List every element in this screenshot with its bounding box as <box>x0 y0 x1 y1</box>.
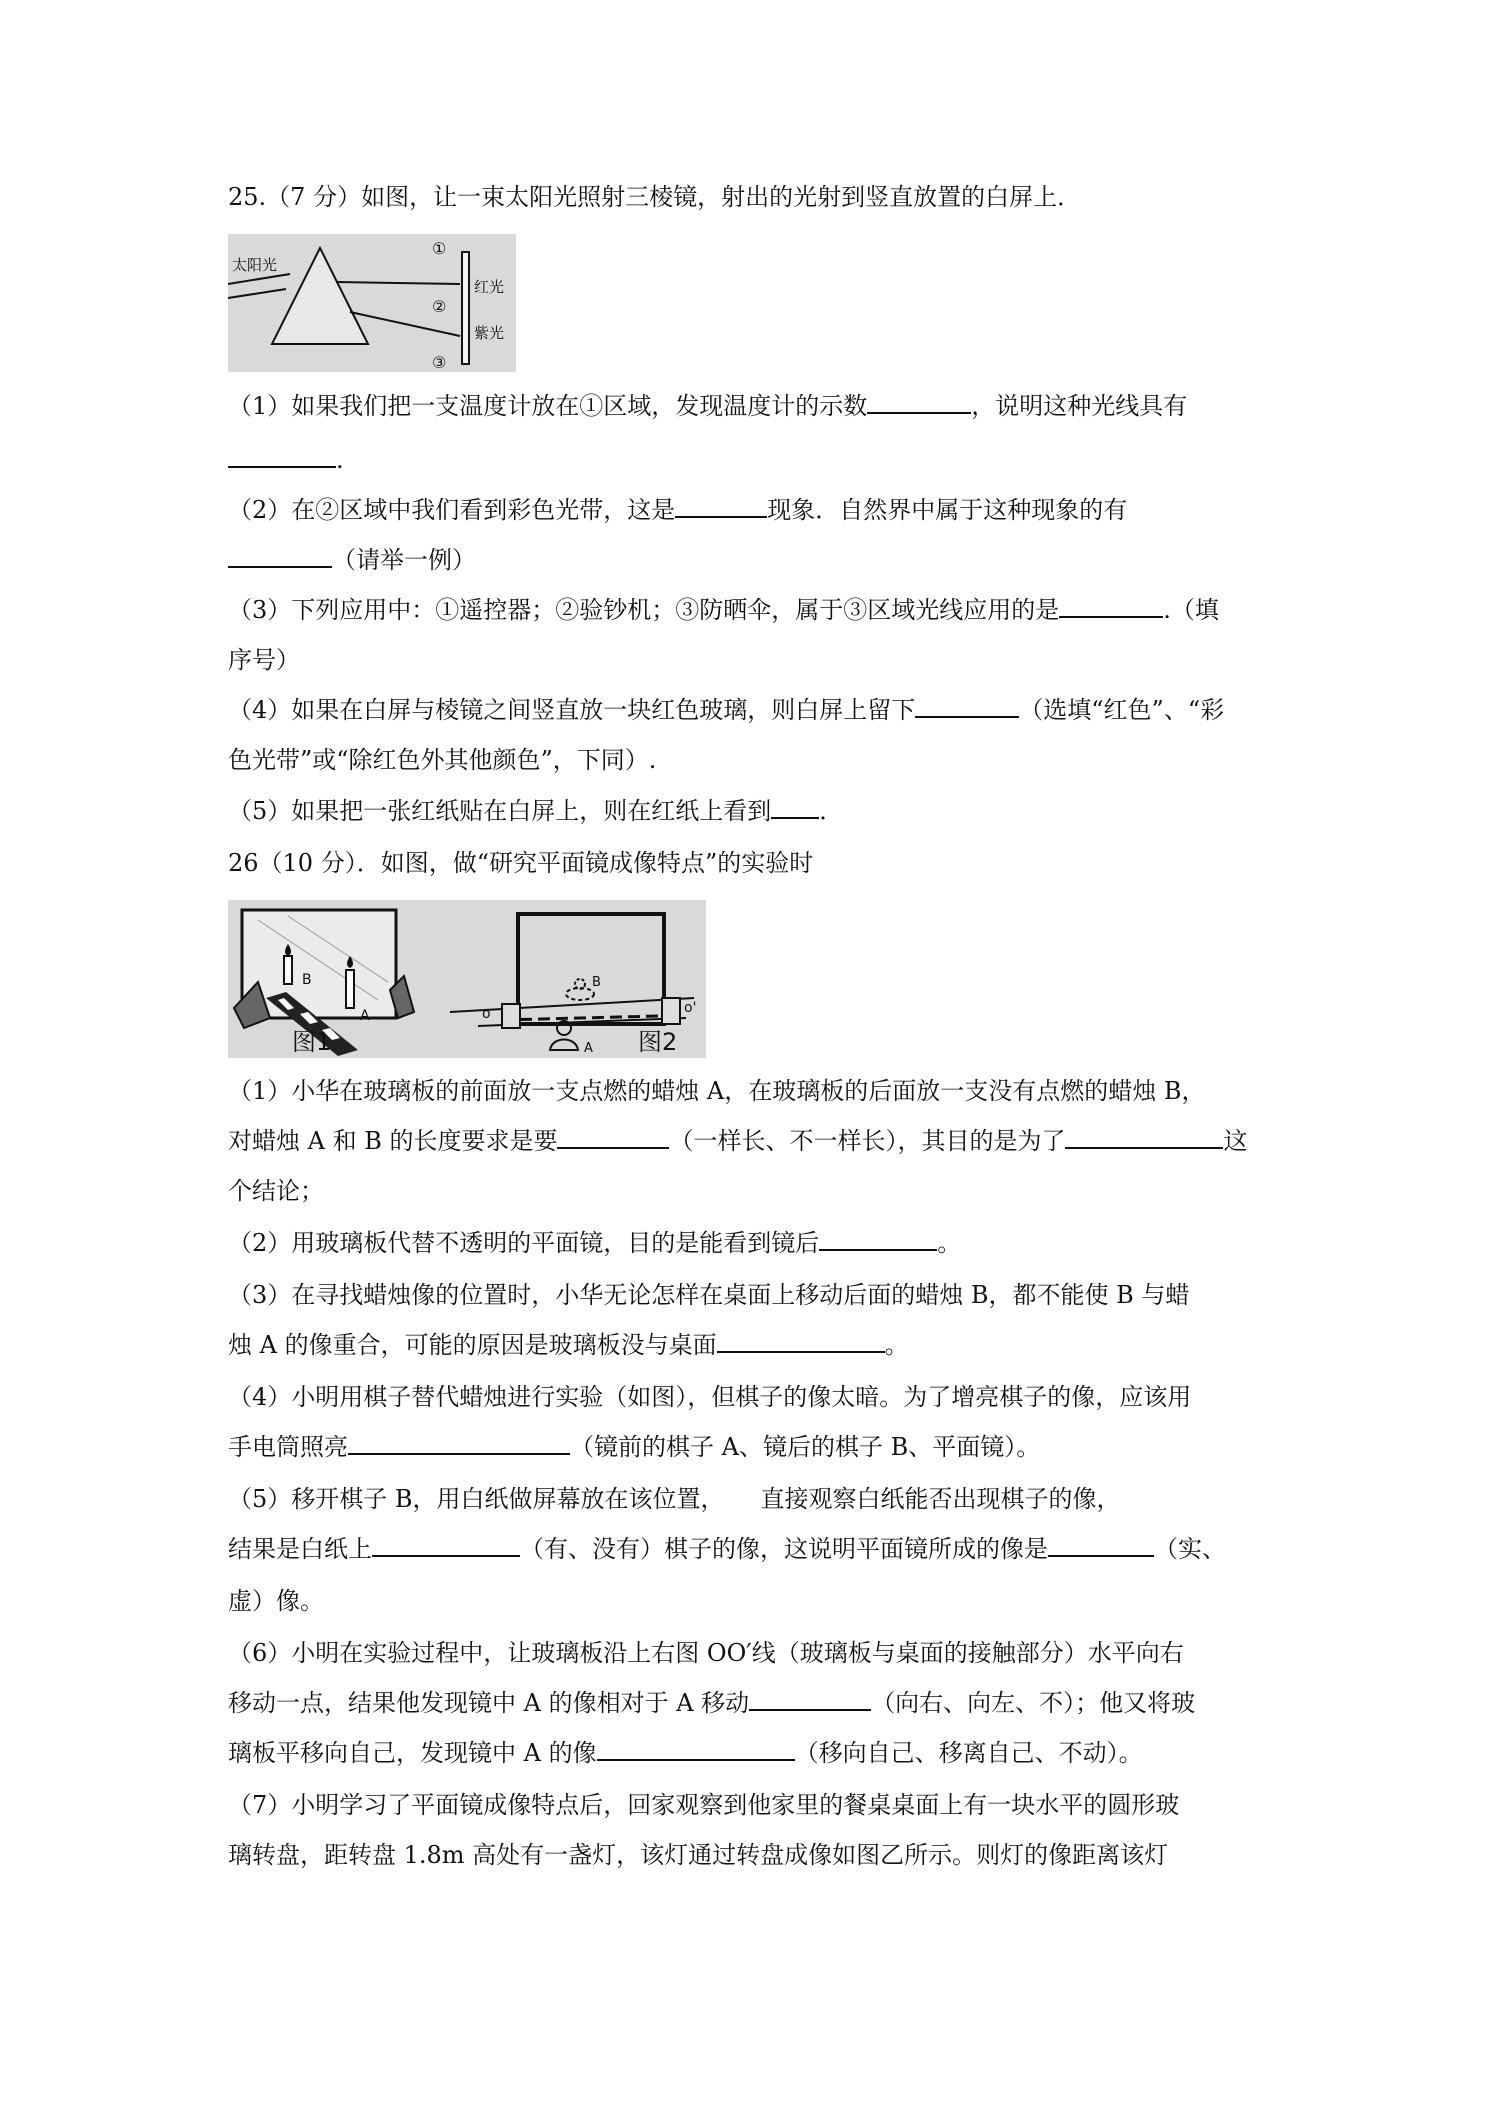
q25-part2-line1: （2）在②区域中我们看到彩色光带，这是 现象．自然界中属于这种现象的有 <box>228 496 1128 524</box>
answer-blank <box>819 1227 937 1251</box>
q26-part2: （2）用玻璃板代替不透明的平面镜，目的是能看到镜后 。 <box>228 1229 962 1257</box>
region-2-label: ② <box>432 297 447 316</box>
answer-blank <box>228 444 336 468</box>
purple-light-label: 紫光 <box>474 324 505 342</box>
q26-part5-line3: 虚）像。 <box>228 1587 324 1615</box>
fig1-label-a: A <box>360 1008 370 1024</box>
answer-blank <box>348 1431 570 1455</box>
q26-part4-line1: （4）小明用棋子替代蜡烛进行实验（如图），但棋子的像太暗。为了增亮棋子的像，应该用 <box>228 1383 1192 1411</box>
q26-part4-line2: 手电筒照亮 （镜前的棋子 A、镜后的棋子 B、平面镜）。 <box>228 1433 1041 1461</box>
q26-part1-line2: 对蜡烛 A 和 B 的长度要求是要 （一样长、不一样长），其目的是为了 这 <box>228 1127 1248 1155</box>
answer-blank <box>1059 594 1163 618</box>
q25-part4-line1: （4）如果在白屏与棱镜之间竖直放一块红色玻璃，则白屏上留下 （选填“红色”、“彩 <box>228 696 1225 724</box>
fig1-label-b: B <box>302 972 312 988</box>
fig1-label: 图1 <box>292 1028 332 1056</box>
q25-part1-line2: . <box>228 443 344 477</box>
answer-blank <box>597 1737 795 1761</box>
q25-part4-line2: 色光带”或“除红色外其他颜色”，下同）. <box>228 746 657 774</box>
prism-figure <box>228 234 516 372</box>
fig2-label-a: A <box>584 1041 593 1056</box>
q26-header: 26（10 分）．如图，做“研究平面镜成像特点”的实验时 <box>228 849 814 877</box>
answer-blank <box>1048 1533 1154 1557</box>
q26-part1-line1: （1）小华在玻璃板的前面放一支点燃的蜡烛 A，在玻璃板的后面放一支没有点燃的蜡烛 B， <box>228 1077 1206 1105</box>
q26-part3-line1: （3）在寻找蜡烛像的位置时，小华无论怎样在桌面上移动后面的蜡烛 B，都不能使 B 与蜡 <box>228 1281 1190 1309</box>
answer-blank <box>557 1125 669 1149</box>
q26-part7-line2: 璃转盘，距转盘 1.8m 高处有一盏灯，该灯通过转盘成像如图乙所示。则灯的像距离该灯 <box>228 1841 1169 1869</box>
q25-part5: （5）如果把一张红纸贴在白屏上，则在红纸上看到 ． <box>228 797 844 825</box>
answer-blank <box>372 1533 520 1557</box>
q25-header: 25.（7 分）如图，让一束太阳光照射三棱镜，射出的光射到竖直放置的白屏上． <box>228 183 1082 211</box>
q25-part1-line1: （1）如果我们把一支温度计放在①区域，发现温度计的示数 ，说明这种光线具有 <box>228 392 1188 420</box>
answer-blank <box>1065 1125 1223 1149</box>
answer-blank <box>717 1329 885 1353</box>
q26-part1-line3: 个结论； <box>228 1177 324 1205</box>
q26-part6-line1: （6）小明在实验过程中，让玻璃板沿上右图 OO′线（玻璃板与桌面的接触部分）水平向右 <box>228 1639 1184 1667</box>
fig2-label: 图2 <box>638 1028 678 1056</box>
q25-part3-line2: 序号） <box>228 646 300 674</box>
q26-part5-line1: （5）移开棋子 B，用白纸做屏幕放在该位置， 直接观察白纸能否出现棋子的像， <box>228 1485 1121 1513</box>
q26-part6-line3: 璃板平移向自己，发现镜中 A 的像 （移向自己、移离自己、不动）。 <box>228 1739 1143 1767</box>
q25-part3-line1: （3）下列应用中：①遥控器；②验钞机；③防晒伞，属于③区域光线应用的是 .（填 <box>228 596 1219 624</box>
answer-blank <box>675 494 767 518</box>
answer-blank <box>771 795 819 819</box>
fig2-label-o-prime: o' <box>684 1000 697 1016</box>
sunlight-label: 太阳光 <box>232 256 278 274</box>
answer-blank <box>867 390 971 414</box>
q26-part6-line2: 移动一点，结果他发现镜中 A 的像相对于 A 移动 （向右、向左、不）；他又将玻 <box>228 1689 1196 1717</box>
q26-part7-line1: （7）小明学习了平面镜成像特点后，回家观察到他家里的餐桌桌面上有一块水平的圆形玻 <box>228 1791 1180 1819</box>
region-1-label: ① <box>432 239 447 258</box>
answer-blank <box>749 1687 871 1711</box>
fig2-label-o: o <box>482 1006 491 1022</box>
q26-part5-line2: 结果是白纸上 （有、没有）棋子的像，这说明平面镜所成的像是 （实、 <box>228 1535 1226 1563</box>
region-3-label: ③ <box>432 353 447 372</box>
fig2-label-b: B <box>592 975 601 990</box>
red-light-label: 红光 <box>474 278 505 296</box>
answer-blank <box>915 694 1019 718</box>
mirror-experiment-figure <box>228 900 706 1058</box>
q26-part3-line2: 烛 A 的像重合，可能的原因是玻璃板没与桌面 。 <box>228 1331 909 1359</box>
q25-part2-line2: （请举一例） <box>228 543 476 577</box>
answer-blank <box>228 544 332 568</box>
